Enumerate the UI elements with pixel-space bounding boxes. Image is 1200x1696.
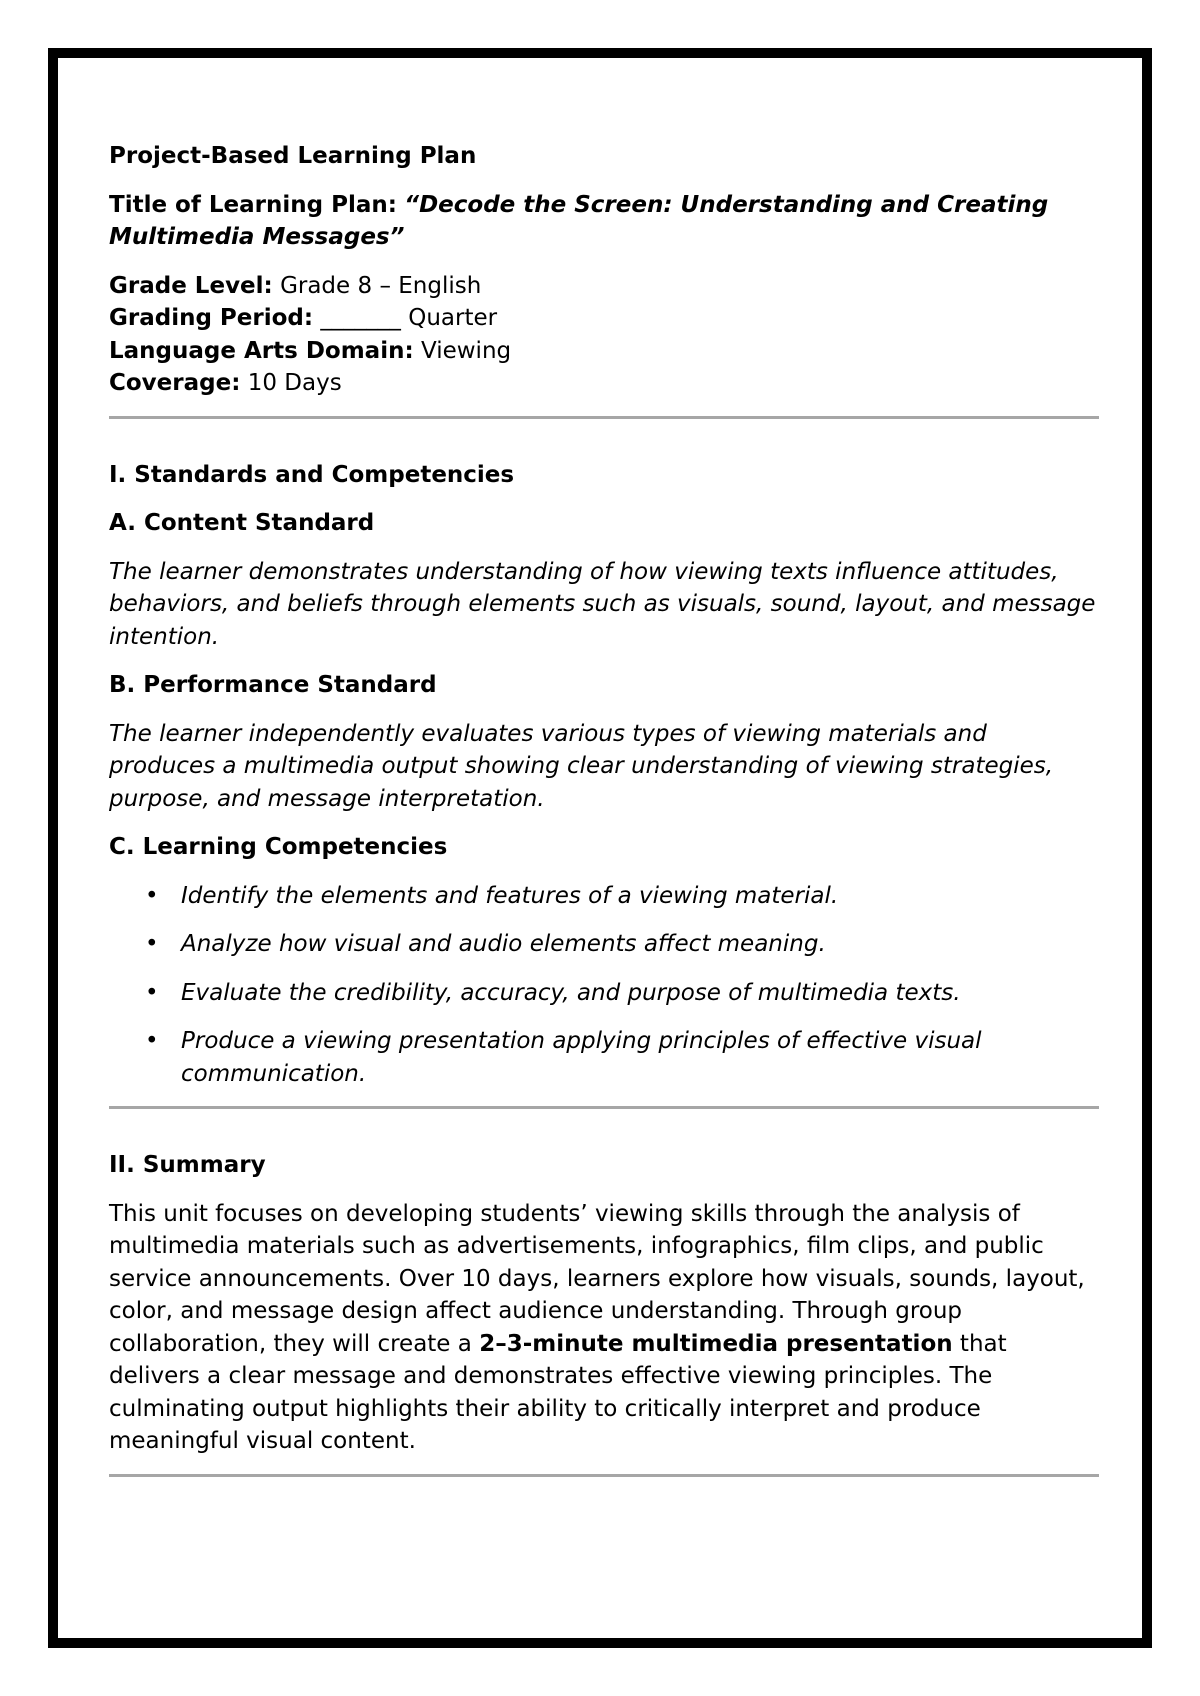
competency-text: Produce a viewing presentation applying principles of effective visual communication. — [181, 1028, 982, 1087]
grading-period-label: Grading Period: — [109, 305, 314, 331]
performance-standard-heading: B. Performance Standard — [109, 672, 437, 698]
domain-value: Viewing — [420, 337, 512, 364]
language-arts-domain — [109, 335, 1099, 368]
summary-text-end: that delivers a clear message and demonstrates effective viewing principles. The culminating output highlights their ability to critically interpret and produce meaningful visual content. — [109, 1330, 1007, 1454]
coverage — [109, 367, 1099, 400]
domain-label: Language Arts Domain: — [109, 337, 414, 364]
document-body — [109, 140, 1099, 1477]
list-item — [109, 880, 1099, 913]
plan-title — [109, 189, 1099, 254]
competency-text: Evaluate the credibility, accuracy, and purpose of multimedia texts. — [181, 979, 961, 1006]
competency-text: Analyze how visual and audio elements affect meaning. — [181, 931, 826, 957]
competencies-heading: C. Learning Competencies — [109, 834, 448, 860]
grade-level-value: Grade 8 – English — [280, 272, 482, 299]
title-label: Title of Learning Plan: — [109, 191, 397, 218]
coverage-label: Coverage: — [109, 370, 241, 396]
grade-level-label: Grade Level: — [109, 272, 273, 299]
summary-text-bold: 2–3-minute multimedia presentation — [479, 1330, 953, 1357]
grade-level — [109, 270, 1099, 303]
divider-2 — [109, 1106, 1099, 1109]
list-item — [109, 1025, 1099, 1090]
standards-heading: I. Standards and Competencies — [109, 461, 515, 488]
summary-heading: II. Summary — [109, 1152, 266, 1178]
plan-heading: Project-Based Learning Plan — [109, 143, 477, 169]
competency-text: Identify the elements and features of a viewing material. — [181, 882, 839, 909]
summary-text-start: This unit focuses on developing students’ viewing skills through the analysis of multimedia materials such as advertisements, infographics, film clips, and public service announcements. Over 10 days, learners explore how visuals, sounds, layout, color, and message design affect audience understanding. Through group collaboration, they will create a — [109, 1200, 1085, 1357]
bullet-icon: • — [145, 1028, 159, 1054]
summary-text — [109, 1198, 1099, 1458]
list-item — [109, 928, 1099, 961]
grading-period-value: _______ Quarter — [320, 305, 498, 331]
coverage-value: 10 Days — [247, 370, 342, 396]
competencies-list — [109, 880, 1099, 1091]
grading-period — [109, 302, 1099, 335]
divider-1 — [109, 416, 1099, 419]
list-item — [109, 977, 1099, 1010]
bullet-icon: • — [145, 882, 159, 909]
content-standard-heading: A. Content Standard — [109, 510, 375, 536]
divider-3 — [109, 1474, 1099, 1477]
bullet-icon: • — [145, 931, 159, 957]
content-standard-text: The learner demonstrates understanding of how viewing texts influence attitudes, behaviors, and beliefs through elements such as visuals, sound, layout, and message intention. — [109, 558, 1096, 650]
bullet-icon: • — [145, 979, 159, 1006]
title-value: “Decode the Screen: Understanding and Creating Multimedia Messages” — [109, 191, 1049, 250]
performance-standard-text: The learner independently evaluates various types of viewing materials and produces a multimedia output showing clear understanding of viewing strategies, purpose, and message interpretation. — [109, 720, 1054, 812]
